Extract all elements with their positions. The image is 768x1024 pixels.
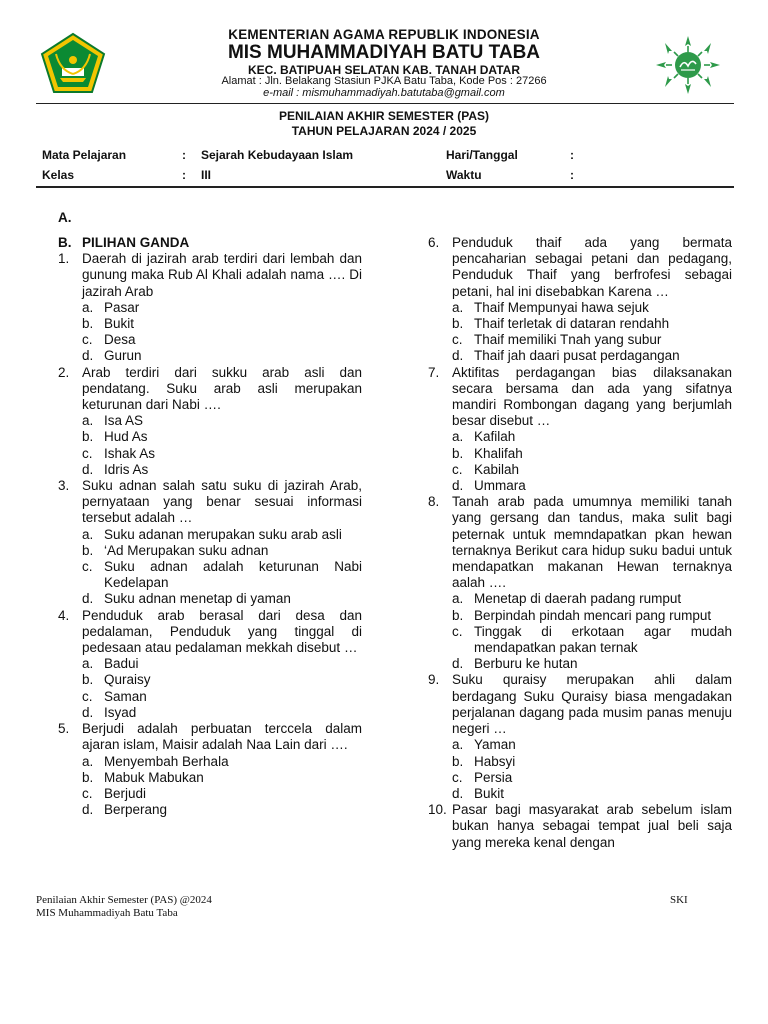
answer-option <box>82 656 362 672</box>
question-item <box>58 251 362 364</box>
option-letter: c. <box>452 461 463 477</box>
question-number: 9. <box>428 672 440 688</box>
option-text: Hud As <box>104 429 148 445</box>
answer-option <box>82 462 362 478</box>
right-question-list <box>428 235 732 851</box>
option-letter: a. <box>82 299 94 315</box>
question-row <box>428 672 732 737</box>
option-text: Saman <box>104 688 147 704</box>
question-number: 7. <box>428 364 440 380</box>
question-item <box>428 802 732 851</box>
answer-option <box>452 478 732 494</box>
left-question-list <box>58 251 362 818</box>
footer-line-2: MIS Muhammadiyah Batu Taba <box>36 907 178 919</box>
question-text: Berjudi adalah perbuatan terccela dalam ajaran islam, Maisir adalah Naa Lain dari …. <box>82 721 362 753</box>
question-number: 10. <box>428 802 447 818</box>
answer-option <box>452 446 732 462</box>
option-letter: d. <box>82 802 94 818</box>
option-text: Berpindah pindah mencari pang rumput <box>474 607 712 623</box>
option-letter: b. <box>452 607 464 623</box>
option-letter: a. <box>82 526 94 542</box>
answer-option <box>82 672 362 688</box>
question-text: Daerah di jazirah arab terdiri dari lembah dan gunung maka Rub Al Khali adalah nama …. Di jazirah Arab <box>82 251 362 299</box>
subject-label: Mata Pelajaran <box>42 148 127 162</box>
question-text: Penduduk thaif ada yang bermata pencaharian sebagai petani dan pedagang, Penduduk Thaif yang berfrofesi sebagai petani, hal ini disebabkan Karena … <box>452 235 732 299</box>
option-letter: a. <box>452 299 464 315</box>
option-letter: d. <box>82 704 94 720</box>
answer-option <box>82 689 362 705</box>
ministry-name: KEMENTERIAN AGAMA REPUBLIK INDONESIA <box>228 27 540 42</box>
question-row <box>58 608 362 657</box>
questions-left-column <box>58 235 362 818</box>
question-item <box>428 672 732 802</box>
question-item <box>58 365 362 478</box>
question-item <box>58 721 362 818</box>
section-a <box>58 210 72 225</box>
school-address: Alamat : Jln. Belakang Stasiun PJKA Batu Taba, Kode Pos : 27266 <box>221 75 547 87</box>
option-text: Thaif memiliki Tnah yang subur <box>474 332 662 348</box>
option-letter: c. <box>82 559 93 575</box>
option-letter: d. <box>452 478 464 494</box>
option-text: Isa AS <box>104 413 144 429</box>
answer-option <box>452 316 732 332</box>
answer-option <box>452 786 732 802</box>
answer-option <box>82 429 362 445</box>
option-letter: b. <box>82 769 94 785</box>
answer-option <box>452 429 732 445</box>
answer-option <box>82 754 362 770</box>
option-letter: b. <box>82 542 94 558</box>
option-text: Badui <box>104 656 139 672</box>
option-text: Pasar <box>104 299 140 315</box>
question-number: 2. <box>58 364 70 380</box>
question-text: Penduduk arab berasal dari desa dan pedalaman, Penduduk yang tinggal di pedesaan atau pedalaman mekkah disebut … <box>82 607 362 656</box>
option-text: Thaif terletak di dataran rendahh <box>474 316 670 332</box>
question-number: 5. <box>58 721 70 737</box>
question-item <box>428 235 732 365</box>
option-text: Kafilah <box>474 429 516 445</box>
answer-option <box>452 770 732 786</box>
option-text: Kabilah <box>474 461 520 477</box>
option-text: Khalifah <box>474 445 523 461</box>
option-text: Habsyi <box>474 753 516 769</box>
option-letter: c. <box>452 623 463 639</box>
option-letter: b. <box>82 672 94 688</box>
question-item <box>428 365 732 495</box>
answer-option <box>452 591 732 607</box>
option-letter: c. <box>452 332 463 348</box>
question-row <box>428 802 732 851</box>
option-text: Thaif Mempunyai hawa sejuk <box>474 299 649 315</box>
question-item <box>428 494 732 672</box>
answer-option <box>452 462 732 478</box>
day-label: Hari/Tanggal <box>446 148 518 162</box>
questions-right-column <box>428 235 732 851</box>
option-letter: a. <box>82 656 94 672</box>
option-text: Berburu ke hutan <box>474 656 578 672</box>
option-letter: b. <box>452 445 464 461</box>
section-a-letter: A. <box>58 210 72 225</box>
answer-option <box>452 332 732 348</box>
question-row <box>428 235 732 300</box>
exam-title: PENILAIAN AKHIR SEMESTER (PAS) <box>278 109 489 123</box>
answer-option <box>452 754 732 770</box>
option-text: Ishak As <box>104 445 156 461</box>
option-letter: c. <box>82 785 93 801</box>
footer-line-1: Penilaian Akhir Semester (PAS) @2024 <box>36 894 212 906</box>
question-number: 6. <box>428 235 440 250</box>
answer-option <box>82 446 362 462</box>
question-text: Arab terdiri dari sukku arab asli dan pendatang. Suku arab asli merupakan keturunan dari Nabi …. <box>82 364 362 413</box>
option-text: Mabuk Mabukan <box>104 769 204 785</box>
footer-subject-code: SKI <box>670 894 688 906</box>
section-b-heading <box>58 235 362 251</box>
section-b-title: PILIHAN GANDA <box>82 235 190 250</box>
option-letter: d. <box>452 348 464 364</box>
header-divider <box>36 103 734 104</box>
answer-option <box>82 527 362 543</box>
subject-value: Sejarah Kebudayaan Islam <box>201 148 354 162</box>
question-row <box>58 721 362 753</box>
question-row <box>428 494 732 591</box>
option-text: Idris As <box>104 461 149 477</box>
answer-option <box>452 608 732 624</box>
answer-option <box>82 705 362 721</box>
option-text: Bukit <box>104 316 135 332</box>
subject-colon: : <box>182 148 186 162</box>
question-row <box>58 251 362 300</box>
option-text: ‘Ad Merupakan suku adnan <box>104 542 269 558</box>
option-letter: d. <box>82 461 94 477</box>
option-text: Gurun <box>104 348 142 364</box>
option-text: Berperang <box>104 802 168 818</box>
question-number: 3. <box>58 478 70 494</box>
answer-option <box>452 624 732 656</box>
question-number: 4. <box>58 607 70 623</box>
option-letter: b. <box>452 753 464 769</box>
question-number: 1. <box>58 251 70 267</box>
option-letter: a. <box>452 737 464 753</box>
option-text: Persia <box>474 769 513 785</box>
option-letter: b. <box>82 316 94 332</box>
option-letter: b. <box>452 316 464 332</box>
answer-option <box>452 656 732 672</box>
option-text: Menyembah Berhala <box>104 753 229 769</box>
class-label: Kelas <box>42 168 75 182</box>
option-letter: c. <box>82 445 93 461</box>
question-row <box>58 478 362 527</box>
answer-option <box>82 591 362 607</box>
info-divider <box>36 186 734 188</box>
answer-option <box>82 786 362 802</box>
option-letter: d. <box>452 785 464 801</box>
question-text: Tanah arab pada umumnya memiliki tanah yang gersang dan tandus, maka sulit bagi peternak untuk memndapatkan pkan hewan ternaknya Berikut cara hidup suku badui untuk mendapatkan makanan Hewan ternaknya aalah …. <box>452 494 732 591</box>
answer-option <box>82 802 362 818</box>
day-colon: : <box>570 148 574 162</box>
option-letter: d. <box>82 348 94 364</box>
answer-option <box>82 348 362 364</box>
option-letter: b. <box>82 429 94 445</box>
question-text: Suku quraisy merupakan ahli dalam berdagang Suku Quraisy biasa mengadakan perjalanan dagang pada musim panas menuju negeri … <box>452 672 732 737</box>
option-text: Berjudi <box>104 785 147 801</box>
option-letter: c. <box>452 769 463 785</box>
option-letter: d. <box>82 591 94 607</box>
option-text: Bukit <box>474 785 505 801</box>
section-b-letter: B. <box>58 235 72 250</box>
time-label: Waktu <box>446 168 482 182</box>
question-row <box>58 365 362 414</box>
question-item <box>58 608 362 721</box>
option-letter: a. <box>452 591 464 607</box>
answer-option <box>82 332 362 348</box>
school-email: e-mail : mismuhammadiyah.batutaba@gmail.com <box>263 87 505 99</box>
option-text: Ummara <box>474 478 526 494</box>
option-letter: c. <box>82 688 93 704</box>
exam-year: TAHUN PELAJARAN 2024 / 2025 <box>291 124 477 138</box>
question-text: Aktifitas perdagangan bias dilaksanakan secara bersama dan ada yang sifatnya mandiri Rombongan dagang yang berjumlah besar disebut … <box>452 364 732 429</box>
answer-option <box>82 770 362 786</box>
option-text: Yaman <box>474 737 516 753</box>
school-name: MIS MUHAMMADIYAH BATU TABA <box>227 42 541 63</box>
option-letter: a. <box>82 753 94 769</box>
option-text: Suku adnan adalah keturunan Nabi Kedelapan <box>104 559 362 591</box>
answer-option <box>82 316 362 332</box>
answer-option <box>452 737 732 753</box>
answer-option <box>82 413 362 429</box>
answer-option <box>82 559 362 591</box>
class-colon: : <box>182 168 186 182</box>
option-text: Menetap di daerah padang rumput <box>474 591 682 607</box>
answer-option <box>452 300 732 316</box>
option-text: Thaif jah daari pusat perdagangan <box>474 348 680 364</box>
option-text: Isyad <box>104 704 137 720</box>
option-letter: a. <box>82 413 94 429</box>
option-text: Quraisy <box>104 672 151 688</box>
question-number: 8. <box>428 494 440 510</box>
answer-option <box>82 300 362 316</box>
answer-option <box>452 348 732 364</box>
question-row <box>428 365 732 430</box>
question-text: Suku adnan salah satu suku di jazirah Arab, pernyataan yang benar sesuai informasi tersebut adalah … <box>82 478 362 526</box>
answer-option <box>82 543 362 559</box>
time-colon: : <box>570 168 574 182</box>
question-item <box>58 478 362 608</box>
school-district: KEC. BATIPUAH SELATAN KAB. TANAH DATAR <box>248 63 520 77</box>
option-letter: d. <box>452 656 464 672</box>
option-text: Tinggak di erkotaan agar mudah mendapatkan pakan ternak <box>474 623 732 656</box>
option-letter: a. <box>452 429 464 445</box>
question-text: Pasar bagi masyarakat arab sebelum islam bukan hanya sebagai tempat jual beli saja yang mereka kenal dengan <box>452 802 732 850</box>
option-letter: c. <box>82 332 93 348</box>
option-text: Suku adanan merupakan suku arab asli <box>104 526 342 542</box>
option-text: Desa <box>104 332 136 348</box>
class-value: III <box>201 168 212 182</box>
option-text: Suku adnan menetap di yaman <box>104 591 291 607</box>
